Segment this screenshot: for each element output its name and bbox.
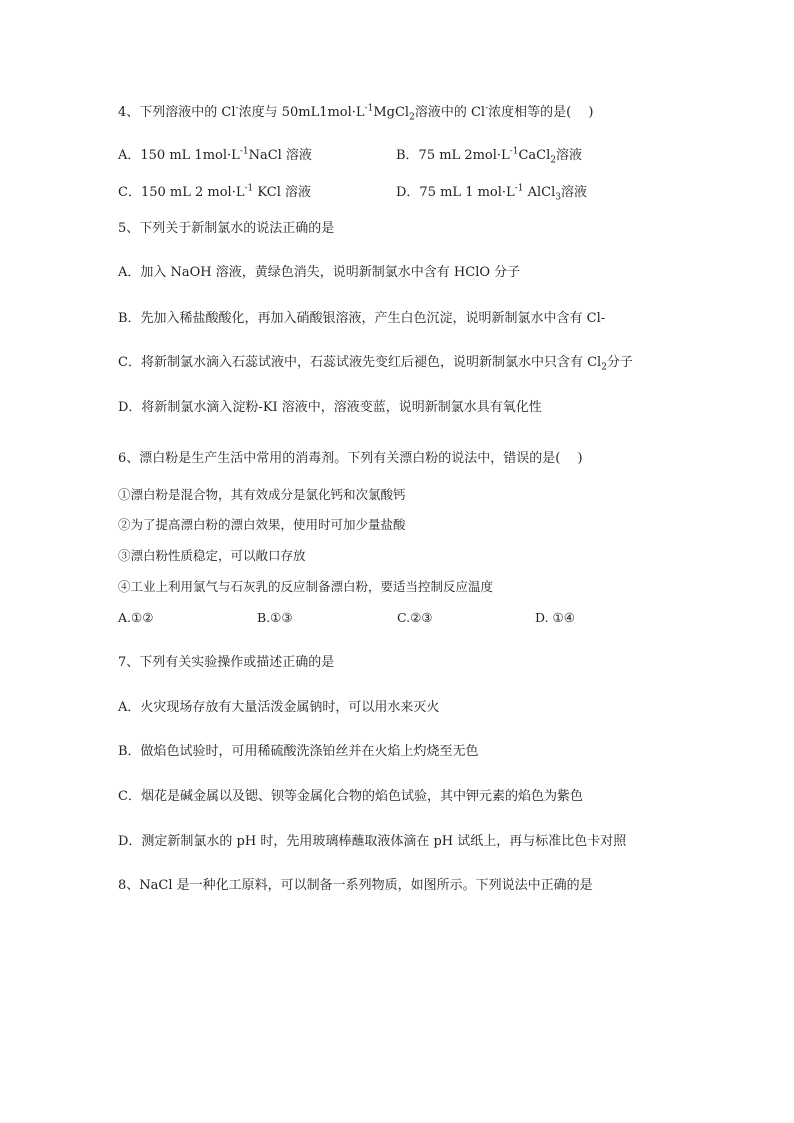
question-7-option-b: B．做焰色试验时，可用稀硫酸洗涤铂丝并在火焰上灼烧至无色 bbox=[118, 744, 479, 759]
question-6-statement-4: ④工业上利用氯气与石灰乳的反应制备漂白粉，要适当控制反应温度 bbox=[118, 579, 494, 594]
question-6-option-b: B.①③ bbox=[257, 610, 293, 625]
question-5-option-a: A．加入 NaOH 溶液，黄绿色消失，说明新制氯水中含有 HClO 分子 bbox=[118, 265, 521, 280]
question-6-option-c: C.②③ bbox=[397, 610, 433, 625]
question-7-stem: 7、下列有关实验操作或描述正确的是 bbox=[118, 655, 335, 670]
question-4-option-c: C．150 mL 2 $mol\cdot L^{-1}$ KCl 溶液 bbox=[118, 183, 311, 200]
question-5-option-d: D．将新制氯水滴入淀粉-KI 溶液中，溶液变蓝，说明新制氯水具有氧化性 bbox=[118, 400, 542, 415]
question-7-option-c: C．烟花是碱金属以及锶、钡等金属化合物的焰色试验，其中钾元素的焰色为紫色 bbox=[118, 789, 583, 804]
question-6-option-d: D. ①④ bbox=[535, 610, 575, 625]
question-7-option-a: A．火灾现场存放有大量活泼金属钠时，可以用水来灭火 bbox=[118, 700, 440, 715]
question-4-option-b: B．75 mL $2mol\cdot L^{-1}CaCl_2$溶液 bbox=[396, 146, 583, 166]
question-6-option-a: A.①② bbox=[118, 610, 154, 625]
question-8-stem: 8、NaCl 是一种化工原料，可以制备一系列物质，如图所示。下列说法中正确的是 bbox=[118, 878, 593, 893]
question-7-option-d: D．测定新制氯水的 pH 时，先用玻璃棒蘸取液体滴在 pH 试纸上，再与标准比色卡对照 bbox=[118, 834, 627, 849]
question-6-statement-1: ①漂白粉是混合物，其有效成分是氯化钙和次氯酸钙 bbox=[118, 487, 406, 502]
question-6-statement-3: ③漂白粉性质稳定，可以敞口存放 bbox=[118, 548, 306, 563]
question-5-option-b: B．先加入稀盐酸酸化，再加入硝酸银溶液，产生白色沉淀，说明新制氯水中含有 Cl- bbox=[118, 311, 606, 326]
question-5-option-c: C．将新制氯水滴入石蕊试液中，石蕊试液先变红后褪色，说明新制氯水中只含有 $Cl_2$分子 bbox=[118, 355, 633, 373]
question-4-option-a: A．150 mL $1mol\cdot L^{-1}NaCl$ 溶液 bbox=[118, 146, 312, 163]
question-6-statement-2: ②为了提高漂白粉的漂白效果，使用时可加少量盐酸 bbox=[118, 517, 406, 532]
question-4-option-d: D．75 mL 1 $mol\cdot L^{-1}$ AlCl$_3$溶液 bbox=[396, 183, 587, 203]
question-6-stem: 6、漂白粉是生产生活中常用的消毒剂。下列有关漂白粉的说法中，错误的是( ) bbox=[118, 451, 583, 466]
question-4-stem: 4、下列溶液中的 Cl-浓度与 $50mL1mol\cdot L^{-1}MgCl_2$溶液中的 Cl-浓度相等的是( ) bbox=[118, 103, 594, 123]
question-5-stem: 5、下列关于新制氯水的说法正确的是 bbox=[118, 221, 335, 236]
